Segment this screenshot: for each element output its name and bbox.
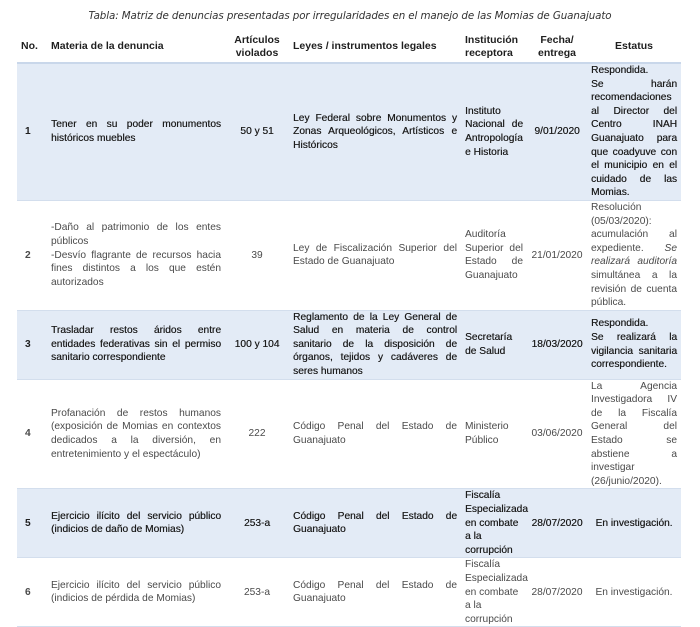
cell-fecha: 28/07/2020: [527, 558, 587, 627]
cell-fecha: [527, 489, 587, 558]
estatus-line-2: Se harán recomendaciones al Director del Centro INAH Guanajuato para que coadyuve con el municipio en el cuidado de las Momias.: [591, 78, 677, 199]
cell-estatus: [587, 310, 681, 379]
cell-no: 4: [17, 379, 47, 489]
cell-fecha: 03/06/2020: [527, 379, 587, 489]
cell-articulos: [225, 63, 289, 200]
cell-fecha: 21/01/2020: [527, 200, 587, 310]
cell-leyes: [289, 489, 461, 558]
table-row: [17, 379, 681, 489]
leyes-text: Ley Federal sobre Monumentos y Zonas Arqueológicos, Artísticos e Históricos: [293, 112, 457, 151]
cell-materia: [47, 489, 225, 558]
cell-no: 3: [17, 310, 47, 379]
materia-item-2: -Desvío flagrante de recursos hacia fines distintos a los que estén autorizados: [51, 249, 221, 288]
cell-no: 5: [17, 489, 47, 558]
complaints-matrix-table: [17, 30, 681, 627]
estatus-line-2-rest: simultánea a la revisión de cuenta pública.: [591, 269, 677, 309]
cell-no: 2: [17, 200, 47, 310]
column-header-leyes: Leyes / instrumentos legales: [289, 30, 461, 63]
column-header-estatus: Estatus: [587, 30, 681, 63]
cell-materia: [47, 200, 225, 310]
column-header-articulos: Artículos violados: [225, 30, 289, 63]
cell-institucion: Fiscalía Especializada en combate a la corrupción: [461, 558, 527, 627]
column-header-institucion: Institución receptora: [461, 30, 527, 63]
materia-text: Ejercicio ilícito del servicio público (indicios de daño de Momias): [51, 510, 221, 536]
leyes-text: Código Penal del Estado de Guanajuato: [293, 510, 457, 536]
estatus-text: En investigación.: [595, 517, 673, 529]
fecha-text: 18/03/2020: [531, 338, 583, 350]
cell-articulos: [225, 310, 289, 379]
cell-leyes: Código Penal del Estado de Guanajuato: [289, 379, 461, 489]
institucion-text: Secretaría de Salud: [465, 332, 512, 357]
estatus-line-1: Respondida.: [591, 318, 649, 330]
cell-fecha: [527, 63, 587, 200]
cell-no: 6: [17, 558, 47, 627]
cell-institucion: Auditoría Superior del Estado de Guanajuato: [461, 200, 527, 310]
estatus-line-1: Resolución (05/03/2020): acumulación al expediente.: [591, 201, 677, 254]
articulos-text: 50 y 51: [240, 126, 274, 138]
cell-articulos: 39: [225, 200, 289, 310]
cell-leyes: Ley de Fiscalización Superior del Estado de Guanajuato: [289, 200, 461, 310]
cell-fecha: [527, 310, 587, 379]
cell-materia: [47, 63, 225, 200]
cell-articulos: 222: [225, 379, 289, 489]
cell-leyes: Código Penal del Estado de Guanajuato: [289, 558, 461, 627]
cell-estatus: La Agencia Investigadora IV de la Fiscalía General del Estado se abstiene a investigar (26/junio/2020).: [587, 379, 681, 489]
cell-materia: [47, 310, 225, 379]
cell-institucion: Ministerio Público: [461, 379, 527, 489]
cell-institucion: [461, 310, 527, 379]
materia-text: Tener en su poder monumentos históricos muebles: [51, 119, 221, 144]
cell-articulos: 253-a: [225, 558, 289, 627]
estatus-line-2: Se realizará la vigilancia sanitaria correspondiente.: [591, 332, 677, 371]
articulos-text: 253-a: [243, 517, 271, 529]
cell-estatus: [587, 63, 681, 200]
table-header-row: [17, 30, 681, 63]
cell-estatus: En investigación.: [587, 558, 681, 627]
column-header-no: No.: [17, 30, 47, 63]
column-header-fecha: Fecha/ entrega: [527, 30, 587, 63]
cell-institucion: [461, 489, 527, 558]
column-header-materia: Materia de la denuncia: [47, 30, 225, 63]
table-caption: Tabla: Matriz de denuncias presentadas por irregularidades en el manejo de las Momias de Guanajuato: [88, 10, 612, 22]
table-row: [17, 489, 681, 558]
materia-item-1: -Daño al patrimonio de los entes públicos: [51, 222, 221, 247]
table-row: [17, 63, 681, 200]
table-row: [17, 310, 681, 379]
institucion-text: Instituto Nacional de Antropología e Historia: [465, 105, 523, 158]
fecha-text: 28/07/2020: [531, 517, 583, 529]
fecha-text: 9/01/2020: [534, 126, 580, 138]
estatus-line-1: Respondida.: [591, 65, 649, 76]
table-row: [17, 558, 681, 627]
materia-text: Trasladar restos áridos entre entidades federativas sin el permiso sanitario correspondiente: [51, 325, 221, 364]
leyes-text: Reglamento de la Ley General de Salud en materia de control sanitario de la disposición de órganos, tejidos y cadáveres de seres humanos: [293, 311, 457, 378]
cell-leyes: [289, 63, 461, 200]
cell-leyes: [289, 310, 461, 379]
cell-institucion: [461, 63, 527, 200]
table-row: [17, 200, 681, 310]
institucion-text: Fiscalía Especializada en combate a la corrupción: [465, 490, 528, 556]
articulos-text: 100 y 104: [234, 338, 280, 350]
cell-materia: Profanación de restos humanos (exposición de Momias en contextos dedicados a la diversión, en entretenimiento y el espectáculo): [47, 379, 225, 489]
cell-estatus: [587, 200, 681, 310]
cell-estatus: [587, 489, 681, 558]
cell-articulos: [225, 489, 289, 558]
cell-no: 1: [17, 63, 47, 200]
cell-materia: Ejercicio ilícito del servicio público (indicios de pérdida de Momias): [47, 558, 225, 627]
estatus-emphasis: Se realizará auditoría: [591, 242, 677, 268]
